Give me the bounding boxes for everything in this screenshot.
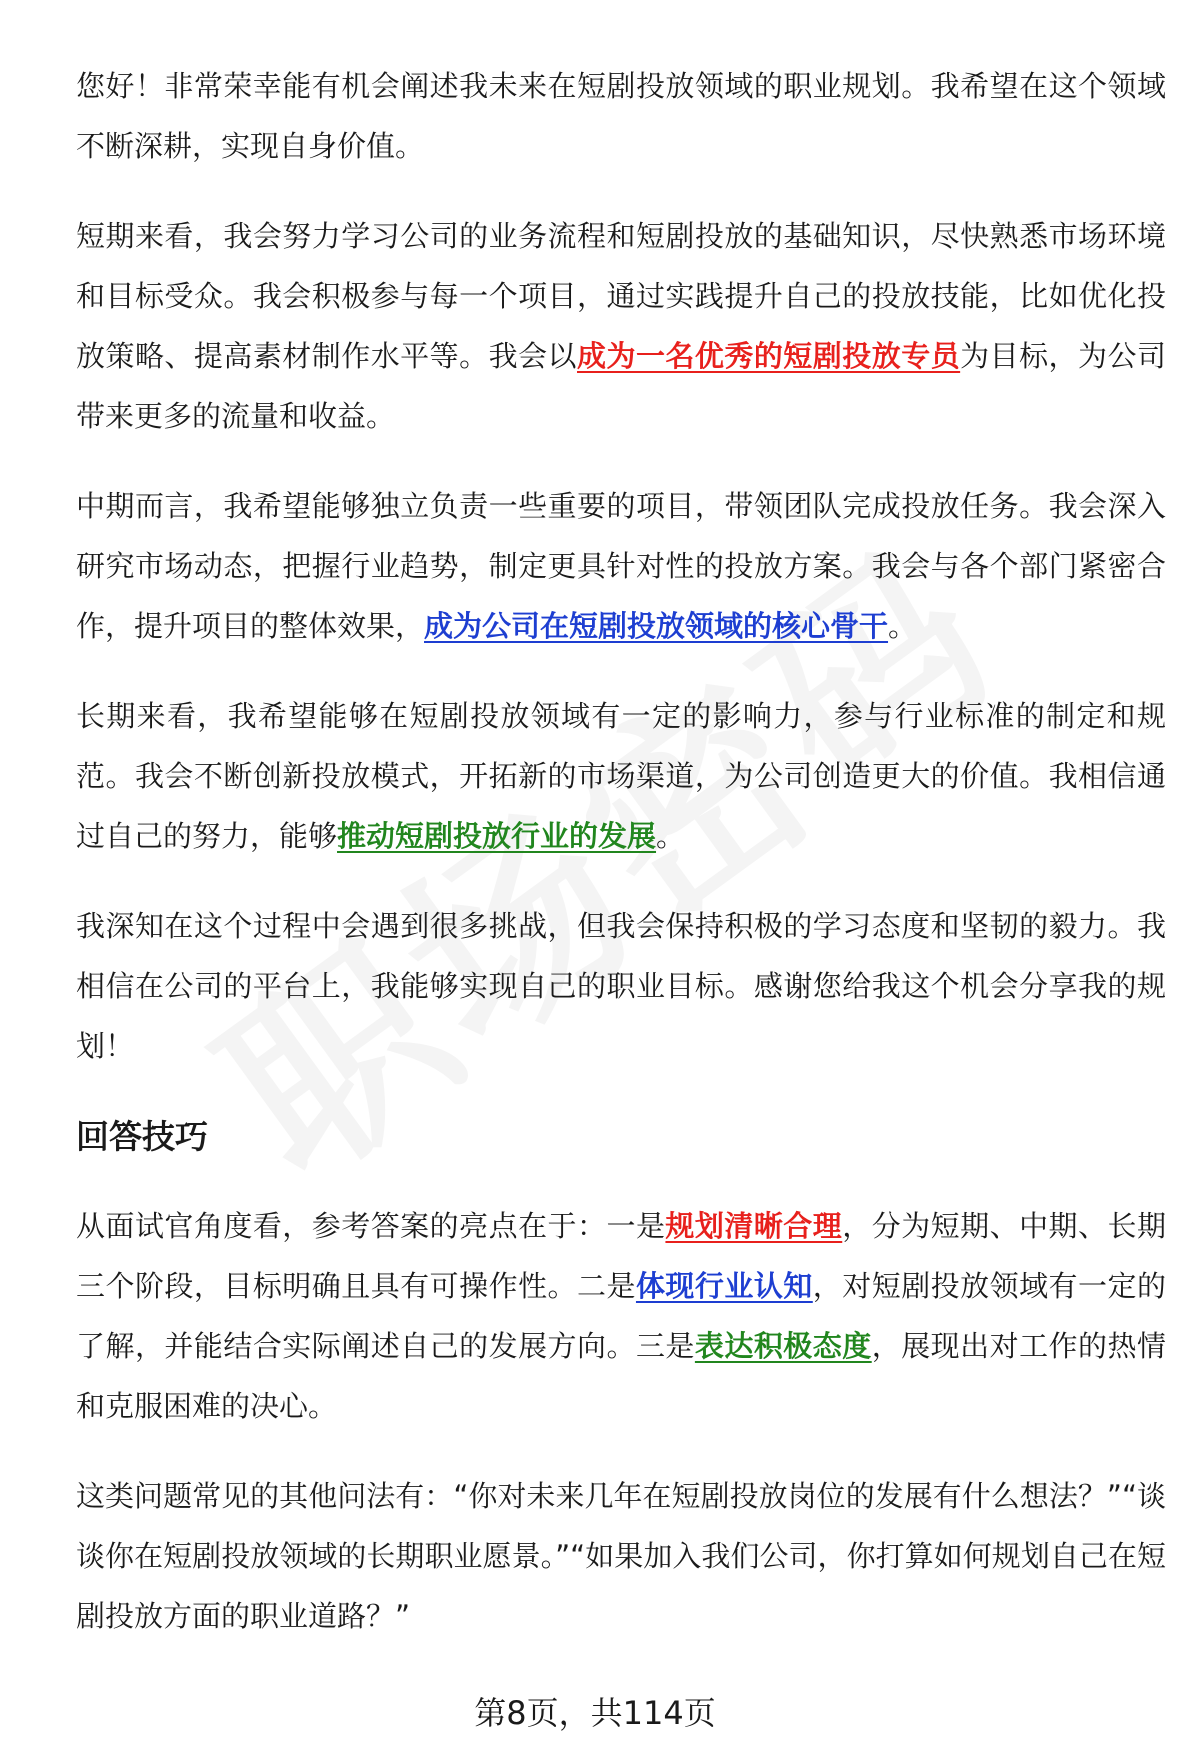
paragraph-intro-text: 您好！非常荣幸能有机会阐述我未来在短剧投放领域的职业规划。我希望在这个领域不断深耕，实现自身价值。: [76, 69, 1166, 163]
short-term-text: 短期来看，我会努力学习公司的业务流程和短剧投放的基础知识，尽快熟悉市场环境和目标受众。我会积极参与每一个项目，通过实践提升自己的投放技能，比如优化投放策略、提高素材制作水平等。我会以: [76, 219, 1166, 373]
tips-text-1: 从面试官角度看，参考答案的亮点在于：一是: [76, 1209, 666, 1243]
mid-term-text: 中期而言，我希望能够独立负责一些重要的项目，带领团队完成投放任务。我会深入研究市场动态，把握行业趋势，制定更具针对性的投放方案。我会与各个部门紧密合作，提升项目的整体效果，: [76, 489, 1166, 643]
alternative-questions-text: 这类问题常见的其他问法有：“你对未来几年在短剧投放岗位的发展有什么想法？”“谈谈你在短剧投放领域的长期职业愿景。”“如果加入我们公司，你打算如何规划自己在短剧投放方面的职业道路？”: [76, 1479, 1166, 1633]
tips-highlight-1: 规划清晰合理: [665, 1209, 843, 1243]
content: [76, 56, 1166, 1676]
paragraph-short-term: [76, 206, 1166, 446]
long-term-highlight: 推动短剧投放行业的发展: [337, 819, 657, 853]
short-term-text-end: 为目标，为公司带来更多的流量和收益。: [76, 339, 1166, 433]
tips-text-4: ，展现出对工作的热情和克服困难的决心。: [76, 1329, 1166, 1423]
paragraph-closing: [76, 896, 1166, 1076]
long-term-text-end: 。: [656, 819, 686, 853]
paragraph-tips: [76, 1196, 1166, 1436]
tips-highlight-2: 体现行业认知: [635, 1269, 813, 1303]
mid-term-highlight: 成为公司在短剧投放领域的核心骨干: [424, 609, 889, 643]
paragraph-closing-text: 我深知在这个过程中会遇到很多挑战，但我会保持积极的学习态度和坚韧的毅力。我相信在公司的平台上，我能够实现自己的职业目标。感谢您给我这个机会分享我的规划！: [76, 909, 1166, 1063]
short-term-highlight: 成为一名优秀的短剧投放专员: [577, 339, 961, 373]
paragraph-intro: [76, 56, 1166, 176]
page-number: 第8页，共114页: [474, 1694, 716, 1732]
tips-text-3: ，对短剧投放领域有一定的了解，并能结合实际阐述自己的发展方向。三是: [76, 1269, 1166, 1363]
paragraph-alternative-questions: [76, 1466, 1166, 1646]
paragraph-mid-term: [76, 476, 1166, 656]
paragraph-long-term: [76, 686, 1166, 866]
tips-heading: 回答技巧: [76, 1117, 208, 1156]
tips-highlight-3: 表达积极态度: [694, 1329, 872, 1363]
long-term-text: 长期来看，我希望能够在短剧投放领域有一定的影响力，参与行业标准的制定和规范。我会不断创新投放模式，开拓新的市场渠道，为公司创造更大的价值。我相信通过自己的努力，能够: [76, 699, 1166, 853]
tips-text-2: ，分为短期、中期、长期三个阶段，目标明确且具有可操作性。二是: [76, 1209, 1166, 1303]
mid-term-text-end: 。: [888, 609, 918, 643]
